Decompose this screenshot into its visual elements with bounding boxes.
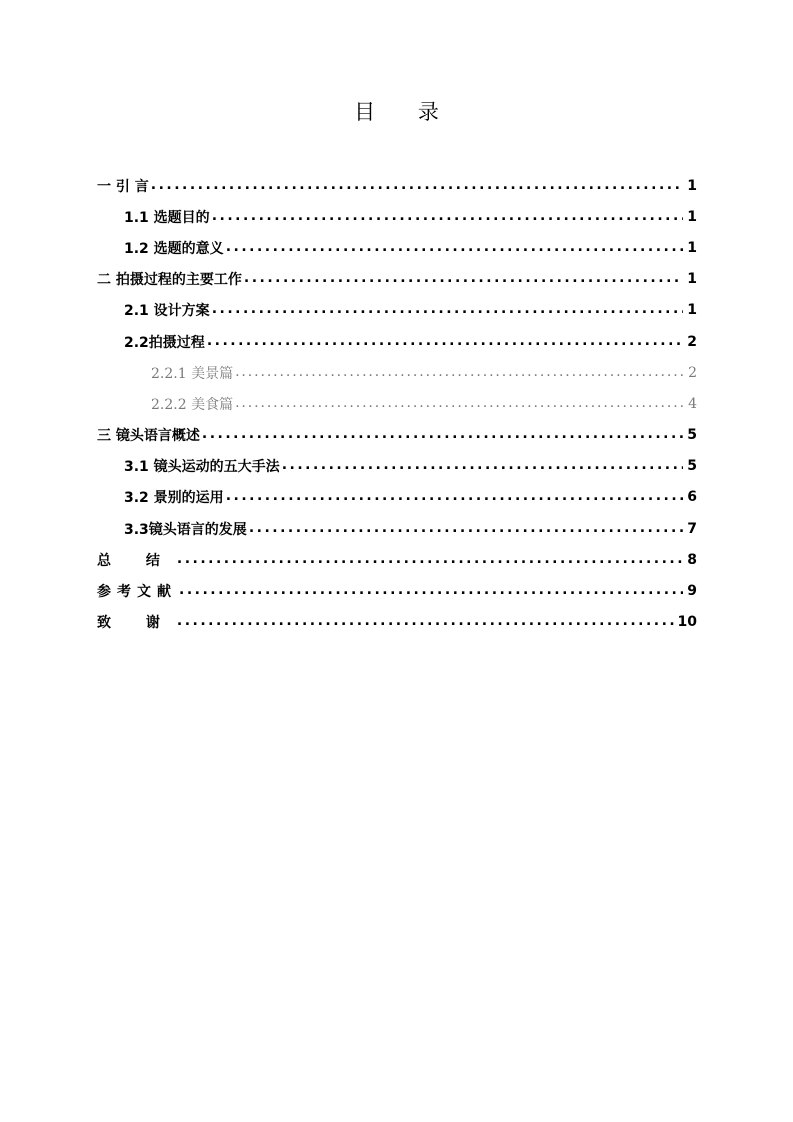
toc-page-number: 2 [687, 333, 697, 350]
toc-dot-leader [212, 209, 684, 225]
toc-dot-leader [282, 458, 684, 474]
toc-entry-label: 3.2 景别的运用 [124, 490, 224, 507]
toc-entry-introduction[interactable] [97, 170, 697, 201]
toc-dot-leader [226, 489, 684, 505]
toc-entry-3-3[interactable] [97, 513, 697, 544]
toc-entry-label: 2.2.1 美景篇 [151, 365, 234, 382]
toc-entry-1-2[interactable] [97, 232, 697, 263]
toc-page-number: 7 [687, 520, 697, 537]
toc-dot-leader [177, 552, 683, 568]
toc-page-number: 1 [687, 239, 697, 256]
toc-entry-2-1[interactable] [97, 295, 697, 326]
toc-entry-label: 2.2.2 美食篇 [151, 396, 234, 413]
toc-entry-label: 3.1 镜头运动的五大手法 [124, 459, 280, 476]
toc-entry-3-2[interactable] [97, 482, 697, 513]
toc-dot-leader [202, 427, 683, 443]
toc-dot-leader [207, 334, 683, 350]
toc-page-number: 1 [687, 302, 697, 319]
toc-page-number: 5 [687, 458, 697, 475]
toc-dot-leader [249, 521, 683, 537]
toc-entry-label: 1.1 选题目的 [124, 209, 210, 226]
toc-page-number: 1 [687, 208, 697, 225]
toc-entry-3-1[interactable] [97, 451, 697, 482]
toc-dot-leader [212, 302, 684, 318]
toc-entry-label: 致 谢 [97, 615, 175, 632]
toc-entry-label: 总 结 [97, 552, 175, 569]
toc-page-number: 6 [687, 489, 697, 506]
toc-page-number: 1 [687, 177, 697, 194]
toc-entry-label: 2.2拍摄过程 [124, 334, 205, 351]
table-of-contents [97, 170, 697, 638]
toc-entry-label: 2.1 设计方案 [124, 303, 210, 320]
toc-entry-label: 1.2 选题的意义 [124, 240, 224, 257]
toc-entry-acknowledgements[interactable] [97, 607, 697, 638]
toc-page-number: 2 [688, 364, 697, 381]
toc-entry-label: 3.3镜头语言的发展 [124, 521, 247, 538]
toc-entry-chapter-3[interactable] [97, 420, 697, 451]
page-title: 目 录 [354, 100, 457, 124]
toc-entry-label: 三 镜头语言概述 [97, 428, 200, 445]
toc-dot-leader [151, 178, 684, 194]
toc-entry-2-2-1[interactable] [97, 357, 697, 388]
toc-dot-leader [235, 365, 684, 381]
toc-page-number: 9 [687, 583, 697, 600]
toc-page-number: 5 [687, 427, 697, 444]
toc-dot-leader [244, 271, 683, 287]
toc-entry-label: 参考文献 [97, 584, 177, 601]
toc-entry-label: 二 拍摄过程的主要工作 [97, 272, 242, 289]
toc-entry-summary[interactable] [97, 544, 697, 575]
toc-page-number: 1 [687, 271, 697, 288]
toc-entry-chapter-2[interactable] [97, 264, 697, 295]
toc-entry-1-1[interactable] [97, 201, 697, 232]
toc-page-number: 8 [687, 551, 697, 568]
toc-dot-leader [226, 240, 684, 256]
toc-dot-leader [179, 583, 683, 599]
toc-entry-references[interactable] [97, 575, 697, 606]
toc-page-number: 10 [677, 614, 697, 631]
toc-entry-2-2[interactable] [97, 326, 697, 357]
toc-page-number: 4 [688, 395, 697, 412]
toc-entry-label: 一 引 言 [97, 178, 149, 195]
toc-entry-2-2-2[interactable] [97, 388, 697, 419]
toc-dot-leader [177, 614, 674, 630]
toc-dot-leader [235, 396, 684, 412]
